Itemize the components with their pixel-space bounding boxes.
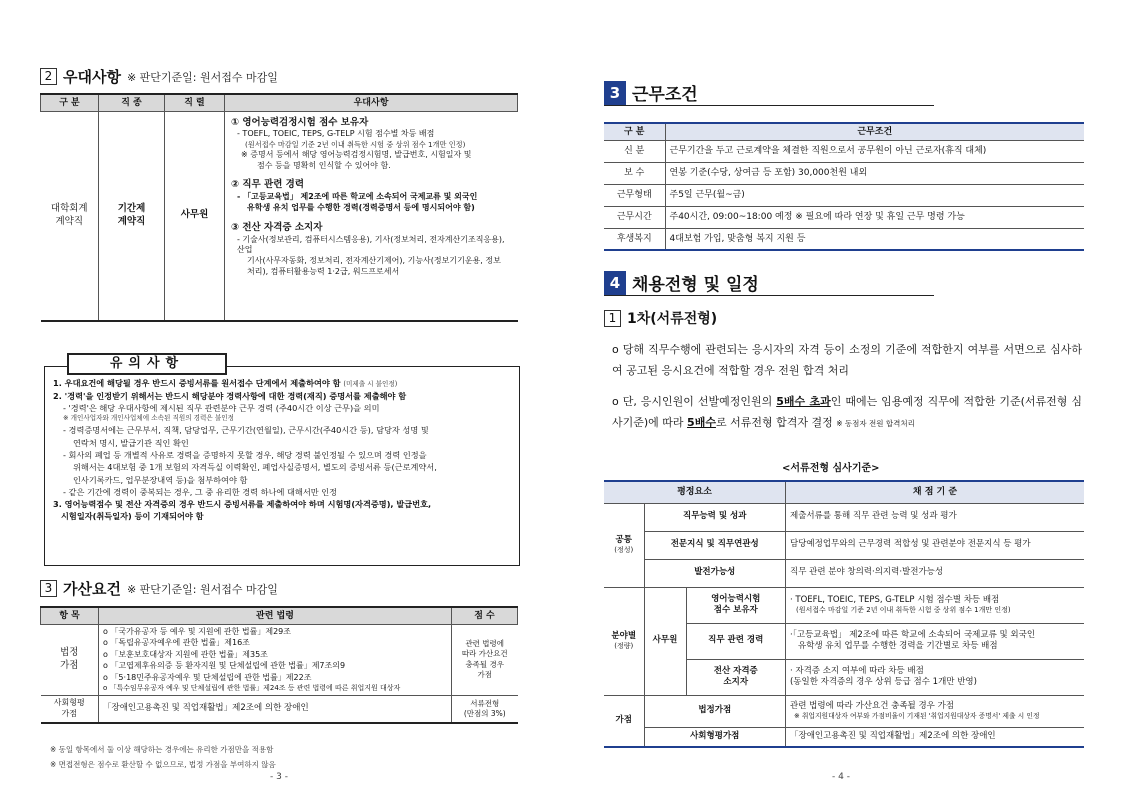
section-note: ※ 판단기준일: 원서접수 마감일 bbox=[126, 70, 278, 84]
notice-line: 1. 우대요건에 해당될 경우 반드시 증빙서류를 원서접수 단계에서 제출하여야 함 (미제출 시 불인정) bbox=[53, 378, 398, 388]
pref-block-title: ① 영어능력검정시험 점수 보유자 bbox=[231, 116, 369, 128]
group-label: 분야별 (정량) bbox=[604, 587, 644, 695]
section-bonus-header bbox=[40, 578, 278, 599]
notice-line: - '경력'은 해당 우대사항에 제시된 직무 관련분야 근무 경력 (주40시간 이상 근무)을 의미 bbox=[63, 403, 380, 414]
criteria-item: 직무 관련 경력 bbox=[686, 623, 785, 659]
criteria-desc: · TOEFL, TOEIC, TEPS, G-TELP 시험 점수별 차등 배점 (원서접수 마감일 기준 2년 이내 취득한 시험 중 상위 점수 1개만 인정) bbox=[785, 587, 1084, 623]
col-header: 점 수 bbox=[452, 607, 518, 624]
work-conditions-table bbox=[604, 122, 1084, 251]
criteria-item: 발전가능성 bbox=[644, 559, 785, 587]
job-type-cell: 기간제 계약직 bbox=[99, 111, 165, 321]
col-header: 직 렬 bbox=[165, 94, 225, 111]
notice-line: 위해서는 4대보험 중 1개 보험의 자격득실 이력확인, 폐업사실증명서, 별도의 증빙서류 등(근로계약서, bbox=[73, 462, 437, 473]
section-preference-header bbox=[40, 66, 278, 87]
criteria-table bbox=[604, 480, 1084, 748]
notice-box bbox=[44, 356, 520, 566]
section-note: ※ 판단기준일: 원서접수 마감일 bbox=[126, 582, 278, 596]
section-title: 채용전형 및 일정 bbox=[632, 275, 759, 295]
row-label: 신 분 bbox=[604, 140, 665, 162]
title-underline bbox=[604, 105, 934, 106]
laws-cell bbox=[99, 624, 452, 695]
criteria-desc: 직무 관련 분야 창의력·의지력·발전가능성 bbox=[785, 559, 1084, 587]
law-line: o 「고엽제후유의증 등 환자지원 및 단체설립에 관한 법률」제7조의9 bbox=[103, 661, 346, 671]
notice-line: ※ 개인사업자와 개인사업체에 소속된 직원의 경력은 불인정 bbox=[63, 414, 234, 423]
law-line: o 「보훈보호대상자 지원에 관한 법률」제35조 bbox=[103, 649, 268, 659]
col-header: 평정요소 bbox=[604, 481, 785, 503]
criteria-caption: <서류전형 심사기준> bbox=[782, 463, 880, 474]
subsection-title: 1차(서류전형) bbox=[627, 311, 718, 327]
paragraph-2: o 단, 응시인원이 선발예정인원의 5배수 초과인 때에는 임용예정 직무에 적합한 기준(서류전형 심사기준)에 따라 5배수로 서류전형 합격자 결정 ※ 동점자 전원 합격처리 bbox=[612, 395, 1082, 429]
score-cell: 관련 법령에 따라 가산요건 충족될 경우 가점 bbox=[452, 624, 518, 695]
group-label: 가점 bbox=[604, 695, 644, 747]
row-label: 후생복지 bbox=[604, 228, 665, 250]
row-value: 4대보험 가입, 맞춤형 복지 지원 등 bbox=[665, 228, 1084, 250]
pref-line: (원서접수 마감일 기준 2년 이내 취득한 시험 중 상위 점수 1개만 인정) bbox=[245, 140, 466, 150]
criteria-desc: 「장애인고용촉진 및 직업재활법」제2조에 의한 장애인 bbox=[785, 727, 1084, 747]
criteria-desc: 관련 법령에 따라 가산요건 충족될 경우 가점 ※ 취업지원대상자 여부와 가점비율이 기재된 '취업지원대상자 증명서' 제출 시 인정 bbox=[785, 695, 1084, 727]
notice-line: 3. 영어능력점수 및 전산 자격증의 경우 반드시 증빙서류를 제출하여야 하며 시험명(자격증명), 발급번호, bbox=[53, 499, 432, 510]
page-number: - 4 - bbox=[832, 772, 850, 782]
law-line: o 「국가유공자 등 예우 및 지원에 관한 법률」제29조 bbox=[103, 626, 291, 636]
notice-line: - 경력증명서에는 근무부서, 직책, 담당업무, 근무기간(연월일), 근무시간(주40시간 등), 담당자 성명 및 bbox=[63, 425, 429, 436]
section-number-box: 3 bbox=[604, 81, 626, 105]
section-title: 근무조건 bbox=[632, 85, 698, 105]
page-number: - 3 - bbox=[270, 772, 288, 782]
notice-title: 유의사항 bbox=[67, 353, 227, 375]
notice-line: - 회사의 폐업 등 개별적 사유로 경력을 증명하지 못할 경우, 해당 경력 불인정될 수 있으며 경력 인정을 bbox=[63, 449, 427, 460]
section-hiring-header bbox=[604, 270, 759, 295]
preference-content-cell bbox=[225, 111, 518, 321]
section-title: 우대사항 bbox=[63, 68, 121, 86]
criteria-desc: ·「고등교육법」 제2조에 따른 학교에 소속되어 국제교류 및 외국인 유학생 유치 업무를 수행한 경력을 기간별로 차등 배점 bbox=[785, 623, 1084, 659]
pref-line: 유학생 유치 업무를 수행한 경력(경력증명서 등에 명시되어야 함) bbox=[247, 203, 475, 213]
row-value: 연봉 기준(수당, 상여금 등 포함) 30,000천원 내외 bbox=[665, 162, 1084, 184]
preference-table bbox=[40, 93, 518, 322]
criteria-item: 직무능력 및 성과 bbox=[644, 503, 785, 531]
law-line: o 「독립유공자예우에 관한 법률」제16조 bbox=[103, 638, 250, 648]
criteria-item: 사회형평가점 bbox=[644, 727, 785, 747]
section-work-header bbox=[604, 80, 698, 105]
page-3 bbox=[0, 0, 560, 793]
subsection-number-box: 1 bbox=[604, 310, 621, 327]
bonus-table bbox=[40, 606, 518, 724]
criteria-desc: · 자격증 소지 여부에 따라 차등 배점 (동일한 자격증의 경우 상위 등급 점수 1개만 반영) bbox=[785, 659, 1084, 695]
law-line: o 「5·18민주유공자예우 및 단체설립에 관한 법률」제22조 bbox=[103, 672, 312, 682]
job-label: 사무원 bbox=[644, 587, 686, 695]
notice-line: - 같은 기간에 경력이 중복되는 경우, 그 중 유리한 경력 하나에 대해서만 인정 bbox=[63, 486, 338, 497]
notice-line: 시험일자(취득일자) 등이 기재되어야 함 bbox=[61, 511, 204, 522]
score-cell: 서류전형 (만점의 3%) bbox=[452, 695, 518, 723]
pref-line: 처리), 컴퓨터활용능력 1·2급, 워드프로세서 bbox=[247, 267, 400, 277]
pref-line: - 기술사(정보관리, 컴퓨터시스템응용), 기사(정보처리, 전자계산기조직응용), 산업 bbox=[237, 234, 505, 255]
item-cell: 사회형평 가점 bbox=[41, 695, 99, 723]
pref-line: 기사(사무자동화, 정보처리, 전자계산기제어), 기능사(정보기기운용, 정보 bbox=[247, 256, 501, 266]
pref-line: 점수 등을 명확히 인식할 수 있어야 함. bbox=[257, 160, 391, 170]
law-line: o 「특수임무유공자 예우 및 단체설립에 관한 법률」제24조 등 관련 법령에 따른 취업지원 대상자 bbox=[103, 684, 401, 693]
group-label: 공통 (정성) bbox=[604, 503, 644, 587]
criteria-item: 전산 자격증 소지자 bbox=[686, 659, 785, 695]
col-header: 직 종 bbox=[99, 94, 165, 111]
criteria-item: 영어능력시험 점수 보유자 bbox=[686, 587, 785, 623]
category-cell: 대학회계 계약직 bbox=[41, 111, 99, 321]
col-header: 우대사항 bbox=[225, 94, 518, 111]
row-value: 주5일 근무(월~금) bbox=[665, 184, 1084, 206]
subsection-header bbox=[604, 308, 717, 328]
row-label: 근무시간 bbox=[604, 206, 665, 228]
notice-line: 2. '경력'을 인정받기 위해서는 반드시 해당분야 경력사항에 대한 경력(재직) 증명서를 제출해야 함 bbox=[53, 390, 407, 401]
paragraph-1: o 당해 직무수행에 관련되는 응시자의 자격 등이 소정의 기준에 적합한지 여부를 서면으로 심사하여 공고된 응시요건에 적합할 경우 전원 합격 처리 bbox=[612, 343, 1082, 377]
section-number-box: 2 bbox=[40, 68, 57, 85]
criteria-desc: 제출서류를 통해 직무 관련 능력 및 성과 평가 bbox=[785, 503, 1084, 531]
page-4 bbox=[560, 0, 1121, 793]
col-header: 항 목 bbox=[41, 607, 99, 624]
pref-line: ※ 증명서 등에서 해당 영어능력검정시험명, 발급번호, 시험일자 및 bbox=[241, 149, 472, 159]
section-number-box: 3 bbox=[40, 580, 57, 597]
row-value: 주40시간, 09:00~18:00 예정 ※ 필요에 따라 연장 및 휴일 근무 명령 가능 bbox=[665, 206, 1084, 228]
laws-cell: 「장애인고용촉진 및 직업재활법」제2조에 의한 장애인 bbox=[99, 695, 452, 723]
notice-line: 연락처 명시, 발급기관 직인 확인 bbox=[73, 437, 189, 448]
col-header: 구 분 bbox=[604, 123, 665, 140]
row-label: 보 수 bbox=[604, 162, 665, 184]
footnote: ※ 동일 항목에서 둘 이상 해당하는 경우에는 유리한 가점만을 적용함 bbox=[50, 745, 274, 754]
section-title: 가산요건 bbox=[63, 580, 121, 598]
job-series-cell: 사무원 bbox=[165, 111, 225, 321]
col-header: 구 분 bbox=[41, 94, 99, 111]
item-cell: 법정 가점 bbox=[41, 624, 99, 695]
section-number-box: 4 bbox=[604, 271, 626, 295]
criteria-desc: 담당예정업무와의 근무경력 적합성 및 관련분야 전문지식 등 평가 bbox=[785, 531, 1084, 559]
row-label: 근무형태 bbox=[604, 184, 665, 206]
col-header: 근무조건 bbox=[665, 123, 1084, 140]
title-underline bbox=[604, 295, 934, 296]
row-value: 근무기간을 두고 근로계약을 체결한 직원으로서 공무원이 아닌 근로자(휴직 대체) bbox=[665, 140, 1084, 162]
pref-line: - TOEFL, TOEIC, TEPS, G-TELP 시험 점수별 차등 배점 bbox=[237, 129, 435, 139]
criteria-item: 전문지식 및 직무연관성 bbox=[644, 531, 785, 559]
notice-line: 인사기록카드, 업무분장내역 등)을 첨부하여야 함 bbox=[73, 474, 248, 485]
pref-line: - 「고등교육법」 제2조에 따른 학교에 소속되어 국제교류 및 외국인 bbox=[237, 192, 478, 202]
criteria-item: 법정가점 bbox=[644, 695, 785, 727]
col-header: 관련 법령 bbox=[99, 607, 452, 624]
pref-block-title: ③ 전산 자격증 소지자 bbox=[231, 221, 323, 233]
pref-block-title: ② 직무 관련 경력 bbox=[231, 179, 305, 191]
footnote: ※ 면접전형은 점수로 환산할 수 없으므로, 법정 가점을 부여하지 않음 bbox=[50, 760, 276, 769]
col-header: 채 점 기 준 bbox=[785, 481, 1084, 503]
